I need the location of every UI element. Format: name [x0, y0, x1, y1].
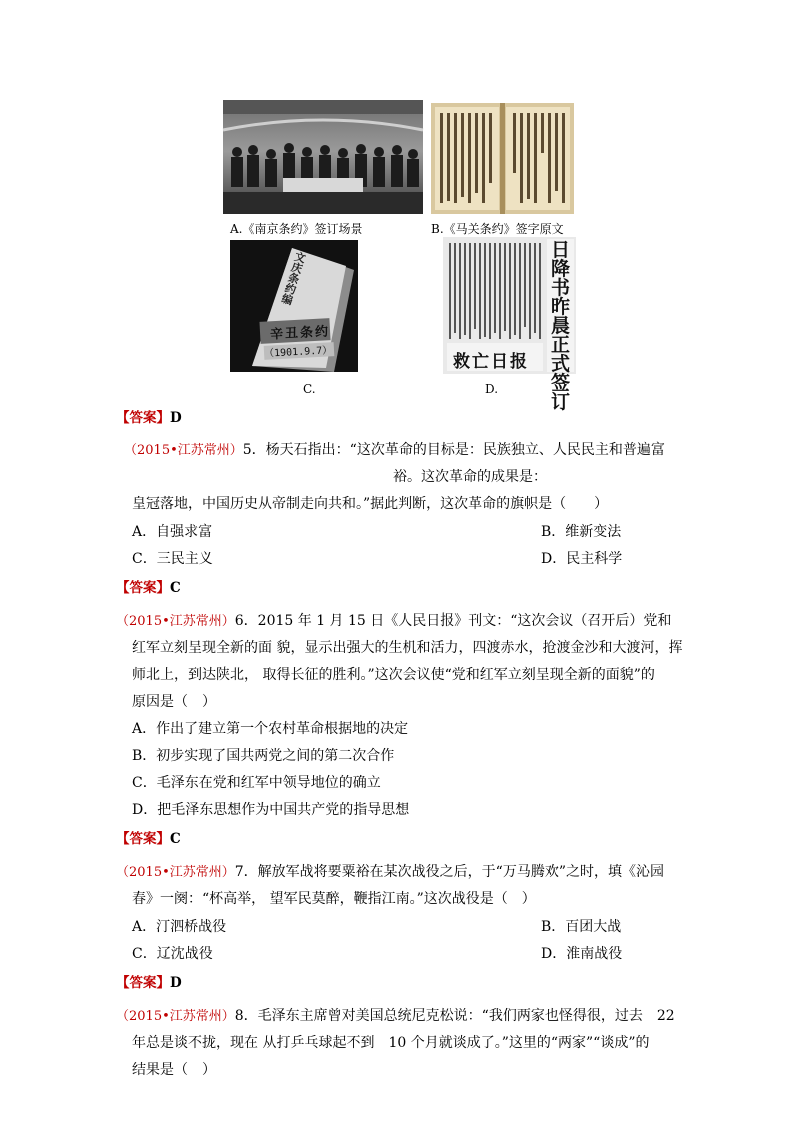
option-c: C．辽沈战役	[132, 946, 213, 962]
question-source: （2015•江苏常州）	[116, 614, 235, 629]
figure-d-caption: D.	[485, 382, 499, 396]
option-d: D．淮南战役	[541, 946, 623, 962]
question-6	[116, 611, 671, 632]
question-text-line: 春》一阕：“杯高举， 望军民莫醉，鞭指江南。”这次战役是（ ）	[132, 891, 536, 907]
question-text-line: 年总是谈不拢，现在 从打乒乓球起不到 10 个月就谈成了。”这里的“两家”“谈成”的	[132, 1035, 650, 1051]
question-text-line: 红军立刻呈现全新的面 貌，显示出强大的生机和活力，四渡赤水，抢渡金沙和大渡河，挥	[132, 640, 683, 656]
option-a: A．自强求富	[132, 524, 213, 540]
shimonoseki-treaty-document	[431, 103, 574, 214]
question-5	[124, 440, 665, 461]
answer-label: 【答案】	[116, 580, 170, 596]
question-8	[116, 1006, 675, 1027]
answer-q4	[116, 406, 182, 426]
answer-value: C	[170, 580, 181, 596]
question-source: （2015•江苏常州）	[116, 1009, 235, 1024]
answer-label: 【答案】	[116, 831, 170, 847]
answer-q6	[116, 827, 181, 847]
answer-value: D	[170, 975, 182, 991]
question-text: 7．解放军战将要粟裕在某次战役之后，于“万马腾欢”之时，填《沁园	[234, 864, 664, 880]
question-text-line: 原因是（ ）	[132, 694, 216, 710]
question-source: （2015•江苏常州）	[124, 443, 243, 458]
newspaper-surrender-signing	[443, 237, 576, 413]
figure-c-caption: C.	[303, 382, 316, 396]
figure-a-caption: A.《南京条约》签订场景	[230, 222, 363, 236]
xinchou-treaty-book	[230, 240, 358, 372]
answer-label: 【答案】	[116, 975, 170, 991]
question-text-line: 皇冠落地，中国历史从帝制走向共和。”据此判断，这次革命的旗帜是（ ）	[132, 496, 609, 512]
option-c: C．三民主义	[132, 551, 213, 567]
answer-q7	[116, 971, 182, 991]
answer-label: 【答案】	[116, 410, 170, 426]
answer-q5	[116, 576, 181, 596]
option-d: D．把毛泽东思想作为中国共产党的指导思想	[132, 802, 410, 818]
question-text: 5．杨天石指出：“这次革命的目标是：民族独立、人民民主和普遍富	[242, 442, 665, 458]
option-c: C．毛泽东在党和红军中领导地位的确立	[132, 775, 381, 791]
option-b: B．百团大战	[541, 919, 622, 935]
figure-b-caption: B.《马关条约》签字原文	[431, 222, 564, 236]
book-cover-title: 辛丑条约	[269, 324, 331, 343]
option-a: A．作出了建立第一个农村革命根据地的决定	[132, 721, 409, 737]
question-7	[116, 862, 664, 883]
nanjing-treaty-photo	[223, 100, 423, 214]
question-source: （2015•江苏常州）	[116, 865, 235, 880]
newspaper-name: 救亡日报	[453, 352, 529, 372]
book-spine-title: 文庆条约编	[280, 249, 308, 308]
question-text-line: 裕。这次革命的成果是：	[393, 469, 547, 485]
option-b: B．初步实现了国共两党之间的第二次合作	[132, 748, 395, 764]
book-cover-date: （1901.9.7）	[263, 345, 333, 360]
option-a: A．汀泗桥战役	[132, 919, 227, 935]
question-text-line: 结果是（ ）	[132, 1062, 216, 1078]
question-text: 6．2015 年 1 月 15 日《人民日报》刊文：“这次会议（召开后）党和	[234, 613, 672, 629]
question-text-line: 师北上，到达陕北， 取得长征的胜利。”这次会议使“党和红军立刻呈现全新的面貌”的	[132, 667, 655, 683]
newspaper-headline: 日降书昨晨正式签订	[551, 239, 571, 413]
answer-value: D	[170, 410, 182, 426]
question-text: 8．毛泽东主席曾对美国总统尼克松说：“我们两家也怪得很，过去 22	[234, 1008, 675, 1024]
answer-value: C	[170, 831, 181, 847]
option-b: B．维新变法	[541, 524, 622, 540]
option-d: D．民主科学	[541, 551, 623, 567]
